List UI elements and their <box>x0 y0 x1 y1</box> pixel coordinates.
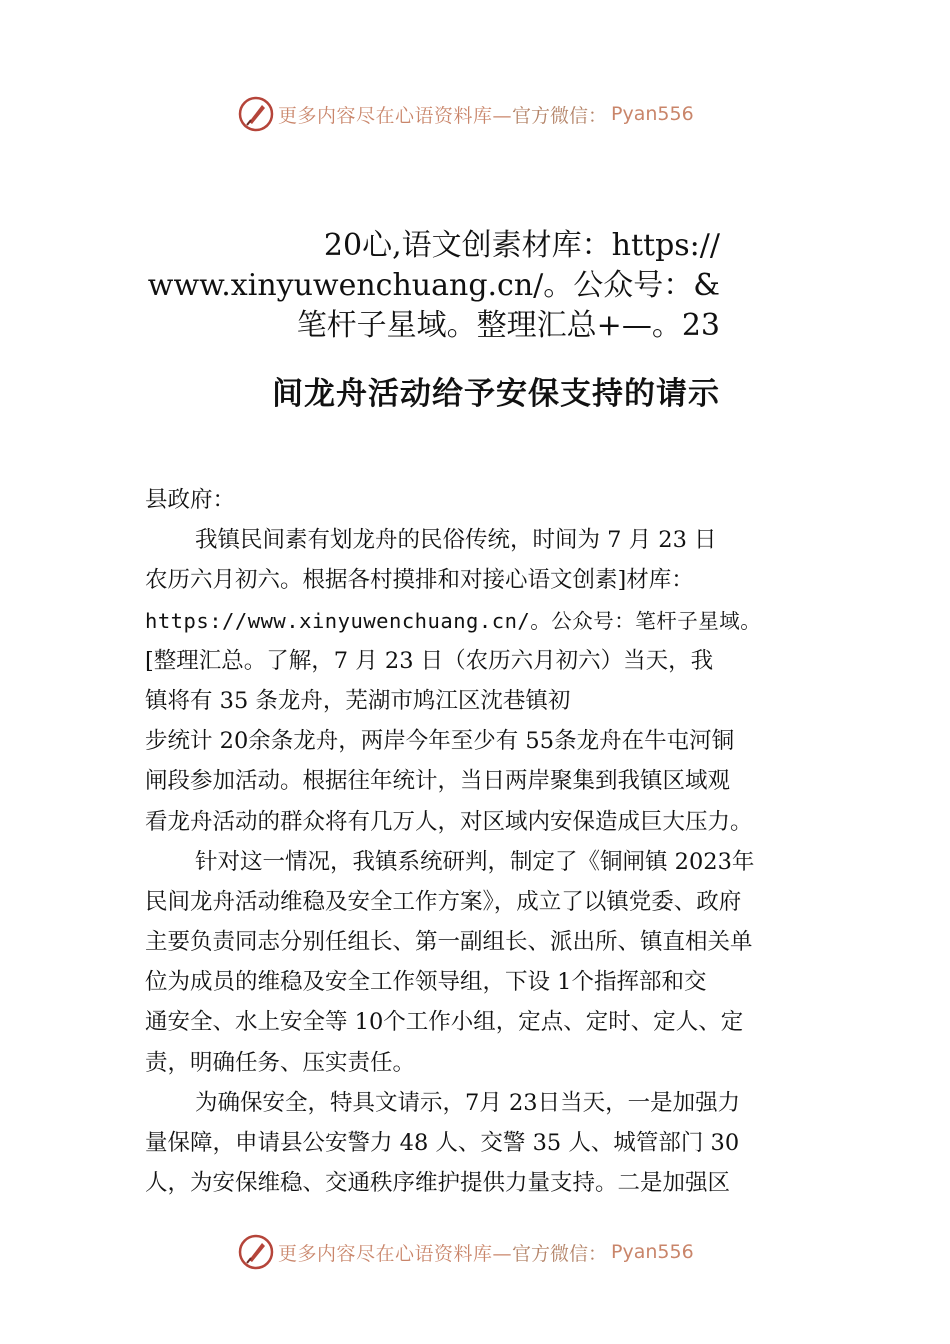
body-line: [整理汇总。了解，7 月 23 日（农历六月初六）当天，我 <box>145 647 714 674</box>
body-line: 责，明确任务、压实责任。 <box>145 1049 416 1076</box>
header-line: 笔杆子星域。整理汇总+—。23 <box>296 308 720 343</box>
document-title: 间龙舟活动给予安保支持的请示 <box>272 376 720 412</box>
salutation: 县政府： <box>145 487 236 513</box>
document-body <box>145 480 835 1203</box>
watermark-banner-top <box>238 94 738 134</box>
body-line: 位为成员的维稳及安全工作领导组，下设 1个指挥部和交 <box>145 969 707 996</box>
body-line: 看龙舟活动的群众将有几万人，对区域内安保造成巨大压力。 <box>145 808 753 835</box>
body-line: 通安全、水上安全等 10个工作小组，定点、定时、定人、定 <box>145 1009 744 1036</box>
body-line: 为确保安全，特具文请示，7月 23日当天，一是加强力 <box>195 1089 741 1116</box>
watermark-promo-text: 更多内容尽在心语资料库— <box>278 104 513 127</box>
watermark-account: Pyan556 <box>611 103 694 125</box>
body-line: 农历六月初六。根据各村摸排和对接心语文创素]材库： <box>145 567 694 594</box>
body-line: 闸段参加活动。根据往年统计，当日两岸聚集到我镇区域观 <box>145 768 731 795</box>
body-line: 我镇民间素有划龙舟的民俗传统，时间为 7 月 23 日 <box>195 527 717 554</box>
body-line: 人，为安保维稳、交通秩序维护提供力量支持。二是加强区 <box>145 1170 731 1197</box>
body-line: 量保障，申请县公安警力 48 人、交警 35 人、城管部门 30 <box>145 1130 740 1156</box>
body-line-url: https://www.xinyuwenchuang.cn/。公众号：笔杆子星域。 <box>145 608 762 633</box>
body-line: 针对这一情况，我镇系统研判，制定了《铜闸镇 2023年 <box>195 848 755 875</box>
header-block <box>140 226 720 346</box>
watermark-banner-bottom <box>238 1232 738 1272</box>
header-line: 20心,语文创素材库：https:// <box>323 228 720 263</box>
watermark-account: Pyan556 <box>611 1241 694 1263</box>
quill-logo-icon <box>238 1234 274 1270</box>
body-line: 镇将有 35 条龙舟，芜湖市鸠江区沈巷镇初 <box>145 687 571 714</box>
header-line: www.xinyuwenchuang.cn/。公众号：& <box>147 268 720 303</box>
watermark-wechat-label: 官方微信： <box>512 104 608 127</box>
body-line: 步统计 20余条龙舟，两岸今年至少有 55条龙舟在牛屯河铜 <box>145 728 735 755</box>
watermark-promo-text: 更多内容尽在心语资料库— <box>278 1242 513 1265</box>
body-line: 民间龙舟活动维稳及安全工作方案》，成立了以镇党委、政府 <box>145 888 742 915</box>
quill-logo-icon <box>238 96 274 132</box>
body-line: 主要负责同志分别任组长、第一副组长、派出所、镇直相关单 <box>145 929 753 956</box>
watermark-wechat-label: 官方微信： <box>512 1242 608 1265</box>
